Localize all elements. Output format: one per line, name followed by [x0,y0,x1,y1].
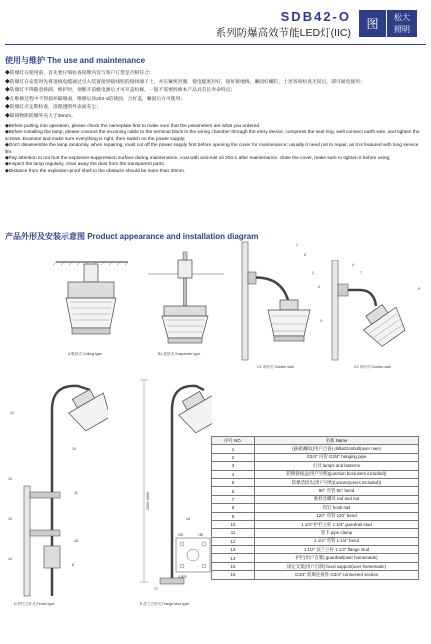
logo-mark: 图 [359,10,386,37]
header-rule [5,44,426,45]
part-name: (悬板)螺纹(用户自备) drillat/zonbolt(user own) [255,445,419,453]
table-row [212,554,419,562]
part-number: 14 [212,554,255,562]
diagram-title: 产品外形及安装示意图 Product appearance and installation diagram [5,232,259,241]
table-row [212,571,419,579]
table-row [212,495,419,503]
dim-4m20: 4-Φ20 [178,575,187,579]
svg-text:15: 15 [8,517,12,521]
maint-cn-3: ◆防爆灯不得随意拆卸，维护时，须断开前级电源后才可开盖检修，一般不需要拆修本产品具有长寿命特点； [5,88,236,93]
svg-text:14: 14 [8,557,12,561]
part-name: 防爆接线盒(用户另购)(junction box(users included)) [255,470,419,478]
svg-text:9: 9 [418,287,420,291]
part-name: 1 1/4" 弯管 1 1/4" bend [255,537,419,545]
maint-en-1: ◆Before putting into operation, please check the nameplate first to make sure that the parameters are what you ordered. [5,124,261,129]
part-name: 钩钉 hook nail [255,504,419,512]
part-name: 灯具 lamps and lanterns [255,462,419,470]
caption-suspender-type: B1 管吊式 Suspender type [158,352,201,356]
svg-text:4: 4 [352,263,354,267]
caption-wall-c1: C1 弯杆式 Suction wall [257,365,294,369]
svg-text:6: 6 [304,253,306,257]
figure-ceiling-type [52,258,132,348]
figure-wall-bent-c1 [240,238,330,363]
maint-cn-6: ◆障碍物距防爆外壳大于30mm。 [5,113,76,119]
maint-cn-5: ◆防爆灯应定期检查，清理透明件表面灰尘； [5,105,101,110]
svg-text:16: 16 [74,539,78,543]
table-row [212,504,419,512]
svg-text:13: 13 [8,477,12,481]
product-subtitle: 系列防爆高效节能LED灯(IIC) [215,27,351,39]
svg-text:12: 12 [10,411,14,415]
part-number: 9 [212,512,255,520]
svg-text:10: 10 [72,447,76,451]
maint-en-3: ◆Don't disassemble the lamp randomly, when repairing, must cut off the power supply first before opening the cover for maintenance; usually it need not to repair, as it is featured with long service life. [5,143,419,155]
parts-table [211,436,419,580]
part-name: 120° 弯管 120° bend [255,512,419,520]
part-number: 7 [212,495,255,503]
svg-text:7: 7 [360,271,362,275]
dim-200: 200 [178,533,184,537]
table-row [212,512,419,520]
table-row [212,487,419,495]
product-model: SDB42-O [280,9,351,24]
logo-text [387,10,417,37]
part-number: 10 [212,520,255,528]
parts-header-no: 序号 NO. [212,437,255,445]
svg-text:3: 3 [320,319,322,323]
part-number: 2 [212,453,255,461]
dim-height: 2500~3000 [146,491,150,510]
svg-text:11: 11 [74,491,78,495]
figure-fence-type [4,370,108,598]
table-row [212,470,419,478]
part-name: G3/4" 吊管 G3/4" hanging pipe [255,453,419,461]
maint-cn-2: ◆防爆灯在安装时先将进线电缆通过引入装置接到接线腔的接线端子上，并压紧密封圈，使电缆密封好，接好接地线，紧固好螺钉，上述各项检查无误后，即可通电使用； [5,79,365,85]
figure-suspender-type [146,250,226,350]
table-row [212,453,419,461]
caption-wall-c2: C2 弯杆式 Suction wall [354,365,391,369]
part-number: 8 [212,504,255,512]
svg-text:2: 2 [312,271,314,275]
maintenance-text [5,70,426,175]
part-number: 6 [212,487,255,495]
part-number: 11 [212,529,255,537]
parts-header-name: 名称 Name [255,437,419,445]
part-name: 固定支架(用户自制) fixed support(user homemade) [255,562,419,570]
maint-cn-4: ◆在维修过程中不得损坏隔爆面，维修后涂204-1防锈油，合好盖，紧固后方可使用； [5,96,186,102]
part-number: 12 [212,537,255,545]
caption-flange-stud-type: E 法兰立杆式 Flange stud type [140,602,189,606]
part-name: 胀栓及螺母 rod and nut [255,495,419,503]
caption-fence-type: D 护栏立杆式 Fence type [14,602,55,606]
part-number: 15 [212,562,255,570]
svg-text:14: 14 [186,517,190,521]
logo-text-line-1: 松大 [394,12,410,22]
svg-text:4: 4 [318,285,320,289]
logo-text-line-2: 照明 [394,24,410,34]
part-number: 16 [212,571,255,579]
part-number: 1 [212,445,255,453]
table-row [212,537,419,545]
maintenance-title: 使用与维护 The use and maintenance [5,56,146,65]
dim-180: 180 [198,533,204,537]
table-row [212,529,419,537]
svg-text:8: 8 [72,563,74,567]
maint-en-6: ◆Distance from the explosion-proof shell to the obstacle should be more than 30mm. [5,168,186,174]
part-name: 防爆活接头(用户另购)(unions(users included)) [255,478,419,486]
part-name: 90° 弯管 90° bend [255,487,419,495]
part-name: 1 1/2" 法兰立杆 1 1/2" flange stud [255,546,419,554]
maint-en-2: ◆Before installing the lamp, please connect the incoming cable to the terminal block in the wiring chamber through the entry device, compress the seal ring, well connect earth wire, and tighten the screws. Examine and make sure everything is right, then switch on the power supply; [5,130,420,142]
maint-cn-1: ◆防爆灯在使用前，首先要仔细检查铭牌内容与客户订货是否相符合； [5,71,154,76]
part-number: 5 [212,478,255,486]
table-row [212,546,419,554]
brand-logo [359,10,417,37]
table-row [212,462,419,470]
part-number: 3 [212,462,255,470]
part-name: G3/4" 防爆连接件 G3/4" connected section [255,571,419,579]
maint-en-4: ◆Pay attention to not hurt the explosion-suppression surface during maintenance, coat with anti-rust oil 204-1 after maintenance, close the cover, make sure to tighten it before using; [5,156,391,162]
svg-text:1: 1 [296,243,298,247]
table-row [212,520,419,528]
figure-wall-bent-c2 [330,260,425,365]
caption-ceiling-type: A 吸顶式 Ceiling type [68,352,102,356]
table-row [212,445,419,453]
table-row [212,478,419,486]
maint-en-5: ◆Inspect the lamp regularly, clear away the dust from the transparent parts. [5,162,166,168]
parts-table-body [212,445,419,579]
part-number: 13 [212,546,255,554]
part-name: 护栏(用户自制) guardrail(user homemade) [255,554,419,562]
svg-text:17: 17 [154,587,158,591]
figure-flange-stud-type [116,370,212,598]
part-name: 管卡 pipe clamp [255,529,419,537]
part-name: 1 1/4" 护栏立杆 1 1/4" guardrail stud [255,520,419,528]
table-row [212,562,419,570]
part-number: 4 [212,470,255,478]
